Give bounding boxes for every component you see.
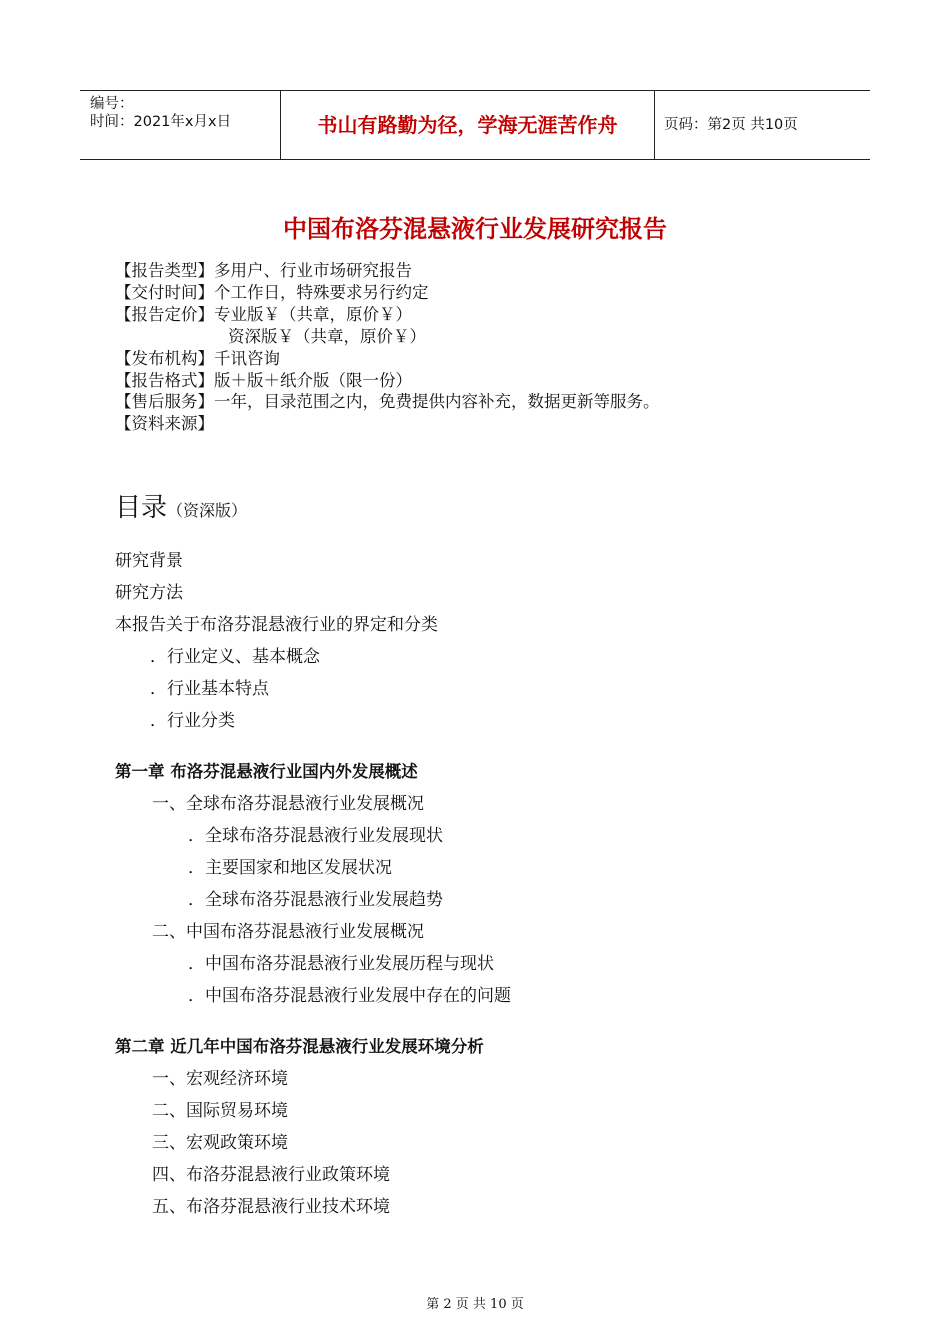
toc-item: 三、宏观政策环境: [152, 1133, 288, 1153]
toc-chapter: 第二章 近几年中国布洛芬混悬液行业发展环境分析: [115, 1037, 484, 1056]
meta-price-senior: 资深版￥（共章，原价￥）: [228, 326, 426, 346]
header-motto: 书山有路勤为径，学海无涯苦作舟: [281, 91, 655, 159]
meta-delivery: 【交付时间】个工作日，特殊要求另行约定: [115, 282, 429, 302]
meta-source: 【资料来源】: [115, 414, 214, 434]
meta-service: 【售后服务】一年，目录范围之内，免费提供内容补充，数据更新等服务。: [115, 392, 660, 412]
toc-item: 一、全球布洛芬混悬液行业发展概况: [152, 794, 424, 814]
toc-item: 一、宏观经济环境: [152, 1069, 288, 1089]
toc-item: 研究背景: [115, 551, 183, 571]
toc-item: 二、中国布洛芬混悬液行业发展概况: [152, 922, 424, 942]
toc-item: 二、国际贸易环境: [152, 1101, 288, 1121]
toc-item: ．全球布洛芬混悬液行业发展现状: [188, 826, 443, 846]
toc-item: 五、布洛芬混悬液行业技术环境: [152, 1197, 390, 1217]
page-footer: 第 2 页 共 10 页: [426, 1297, 524, 1312]
toc-heading-sub: （资深版）: [167, 501, 248, 520]
meta-price-pro: 【报告定价】专业版￥（共章，原价￥）: [115, 304, 412, 324]
toc-item: ．行业基本特点: [150, 679, 269, 699]
toc-item: 研究方法: [115, 583, 183, 603]
toc-item: ．中国布洛芬混悬液行业发展历程与现状: [188, 954, 494, 974]
toc-heading: [115, 490, 247, 526]
report-meta: [115, 260, 660, 435]
toc-chapter: 第一章 布洛芬混悬液行业国内外发展概述: [115, 762, 418, 781]
time-label: 时间：2021年x月x日: [90, 114, 232, 130]
toc-item: 四、布洛芬混悬液行业政策环境: [152, 1165, 390, 1185]
toc-item: ．中国布洛芬混悬液行业发展中存在的问题: [188, 986, 511, 1006]
toc-item: 本报告关于布洛芬混悬液行业的界定和分类: [115, 615, 438, 635]
toc-item: ．行业定义、基本概念: [150, 647, 320, 667]
report-title: 中国布洛芬混悬液行业发展研究报告: [283, 215, 667, 243]
header-page-info: 页码：第2页 共10页: [664, 117, 798, 133]
meta-format: 【报告格式】版＋版＋纸介版（限一份）: [115, 370, 412, 390]
meta-type: 【报告类型】多用户、行业市场研究报告: [115, 261, 412, 280]
toc-item: ．全球布洛芬混悬液行业发展趋势: [188, 890, 443, 910]
header-info-cell: [80, 91, 281, 159]
toc-item: ．主要国家和地区发展状况: [188, 858, 392, 878]
meta-publisher: 【发布机构】千讯咨询: [115, 348, 280, 368]
page-header-table: [80, 90, 870, 160]
serial-label: 编号：: [90, 96, 134, 112]
toc-heading-title: 目录: [115, 493, 168, 523]
toc-item: ．行业分类: [150, 711, 235, 731]
